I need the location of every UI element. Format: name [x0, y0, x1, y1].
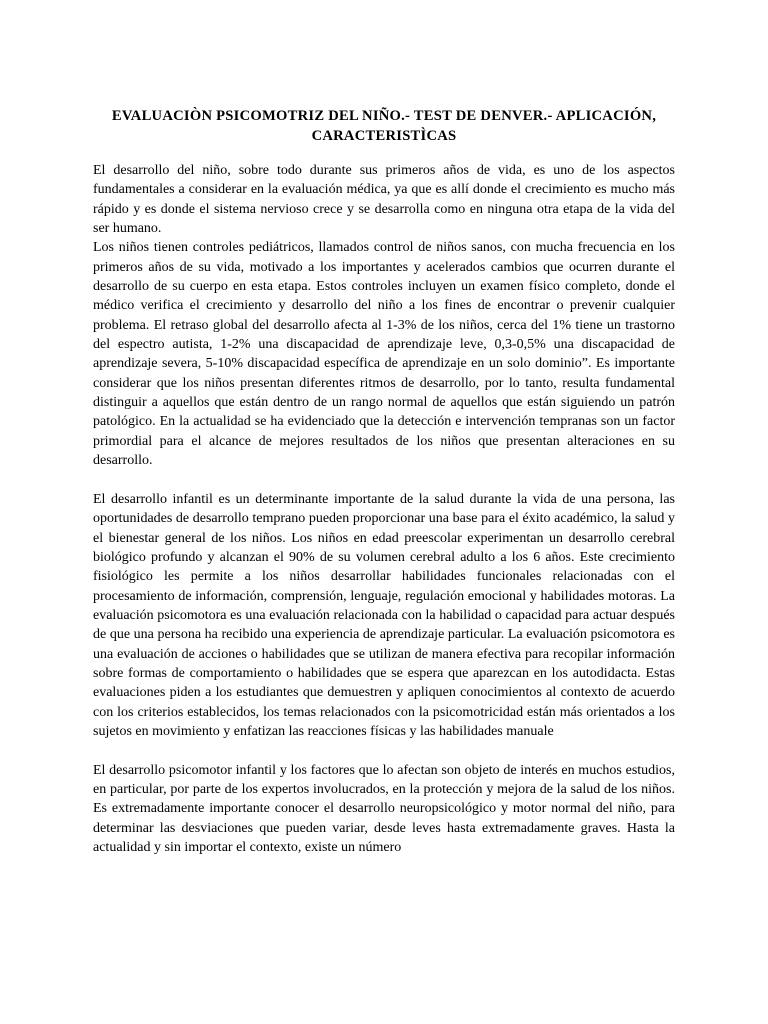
paragraph-spacer — [93, 471, 675, 490]
paragraph-1: El desarrollo del niño, sobre todo durante sus primeros años de vida, es uno de los aspectos fundamentales a considerar en la evaluación médica, ya que es allí donde el crecimiento es mucho más rápido y es donde el sistema nervioso crece y se desarrolla como en ninguna otra etapa de la vida del ser humano. — [93, 163, 675, 237]
paragraph-4: El desarrollo psicomotor infantil y los factores que lo afectan son objeto de interés en muchos estudios, en particular, por parte de los expertos involucrados, en la protección y mejora de la salud de los niños. Es extremadamente importante conocer el desarrollo neuropsicológico y motor normal del niño, para determinar las desviaciones que pueden variar, desde leves hasta extremadamente graves. Hasta la actualidad y sin importar el contexto, existe un número — [93, 762, 675, 856]
paragraph-2: Los niños tienen controles pediátricos, llamados control de niños sanos, con mucha frecuencia en los primeros años de su vida, motivado a los importantes y acelerados cambios que ocurren durante el desarrollo de su cuerpo en esta etapa. Estos controles incluyen un examen físico completo, donde el médico verifica el crecimiento y desarrollo del niño a los fines de encontrar o prevenir cualquier problema. El retraso global del desarrollo afecta al 1-3% de los niños, cerca del 1% tiene un trastorno del espectro autista, 1-2% una discapacidad de aprendizaje leve, 0,3-0,5% una discapacidad de aprendizaje severa, 5-10% discapacidad específica de aprendizaje en un solo dominio”. Es importante considerar que los niños presentan diferentes ritmos de desarrollo, por lo tanto, resulta fundamental distinguir a aquellos que están dentro de un rango normal de aquellos que están siguiendo un patrón patológico. En la actualidad se ha evidenciado que la detección e intervención tempranas son un factor primordial para el alcance de mejores resultados de los niños que presentan alteraciones en su desarrollo. — [93, 240, 675, 469]
document-body — [93, 161, 675, 857]
paragraph-3: El desarrollo infantil es un determinante importante de la salud durante la vida de una persona, las oportunidades de desarrollo temprano pueden proporcionar una base para el éxito académico, la salud y el bienestar general de los niños. Los niños en edad preescolar experimentan un desarrollo cerebral biológico profundo y alcanzan el 90% de su volumen cerebral adulto a los 6 años. Este crecimiento fisiológico les permite a los niños desarrollar habilidades funcionales relacionadas con el procesamiento de información, comprensión, lenguaje, regulación emocional y habilidades motoras. La evaluación psicomotora es una evaluación relacionada con la habilidad o capacidad para actuar después de que una persona ha recibido una experiencia de aprendizaje particular. La evaluación psicomotora es una evaluación de acciones o habilidades que se utilizan de manera efectiva para recopilar información sobre formas de comportamiento o habilidades que se espera que aparezcan en los autodidacta. Estas evaluaciones piden a los estudiantes que demuestren y apliquen conocimientos al contexto de acuerdo con los criterios establecidos, los temas relacionados con la psicomotricidad están más orientados a los sujetos en movimiento y enfatizan las reacciones físicas y las habilidades manuale — [93, 491, 675, 739]
document-title: EVALUACIÒN PSICOMOTRIZ DEL NIÑO.- TEST DE DENVER.- APLICACIÓN, CARACTERISTÌCAS — [111, 108, 657, 144]
paragraph-spacer — [93, 741, 675, 760]
